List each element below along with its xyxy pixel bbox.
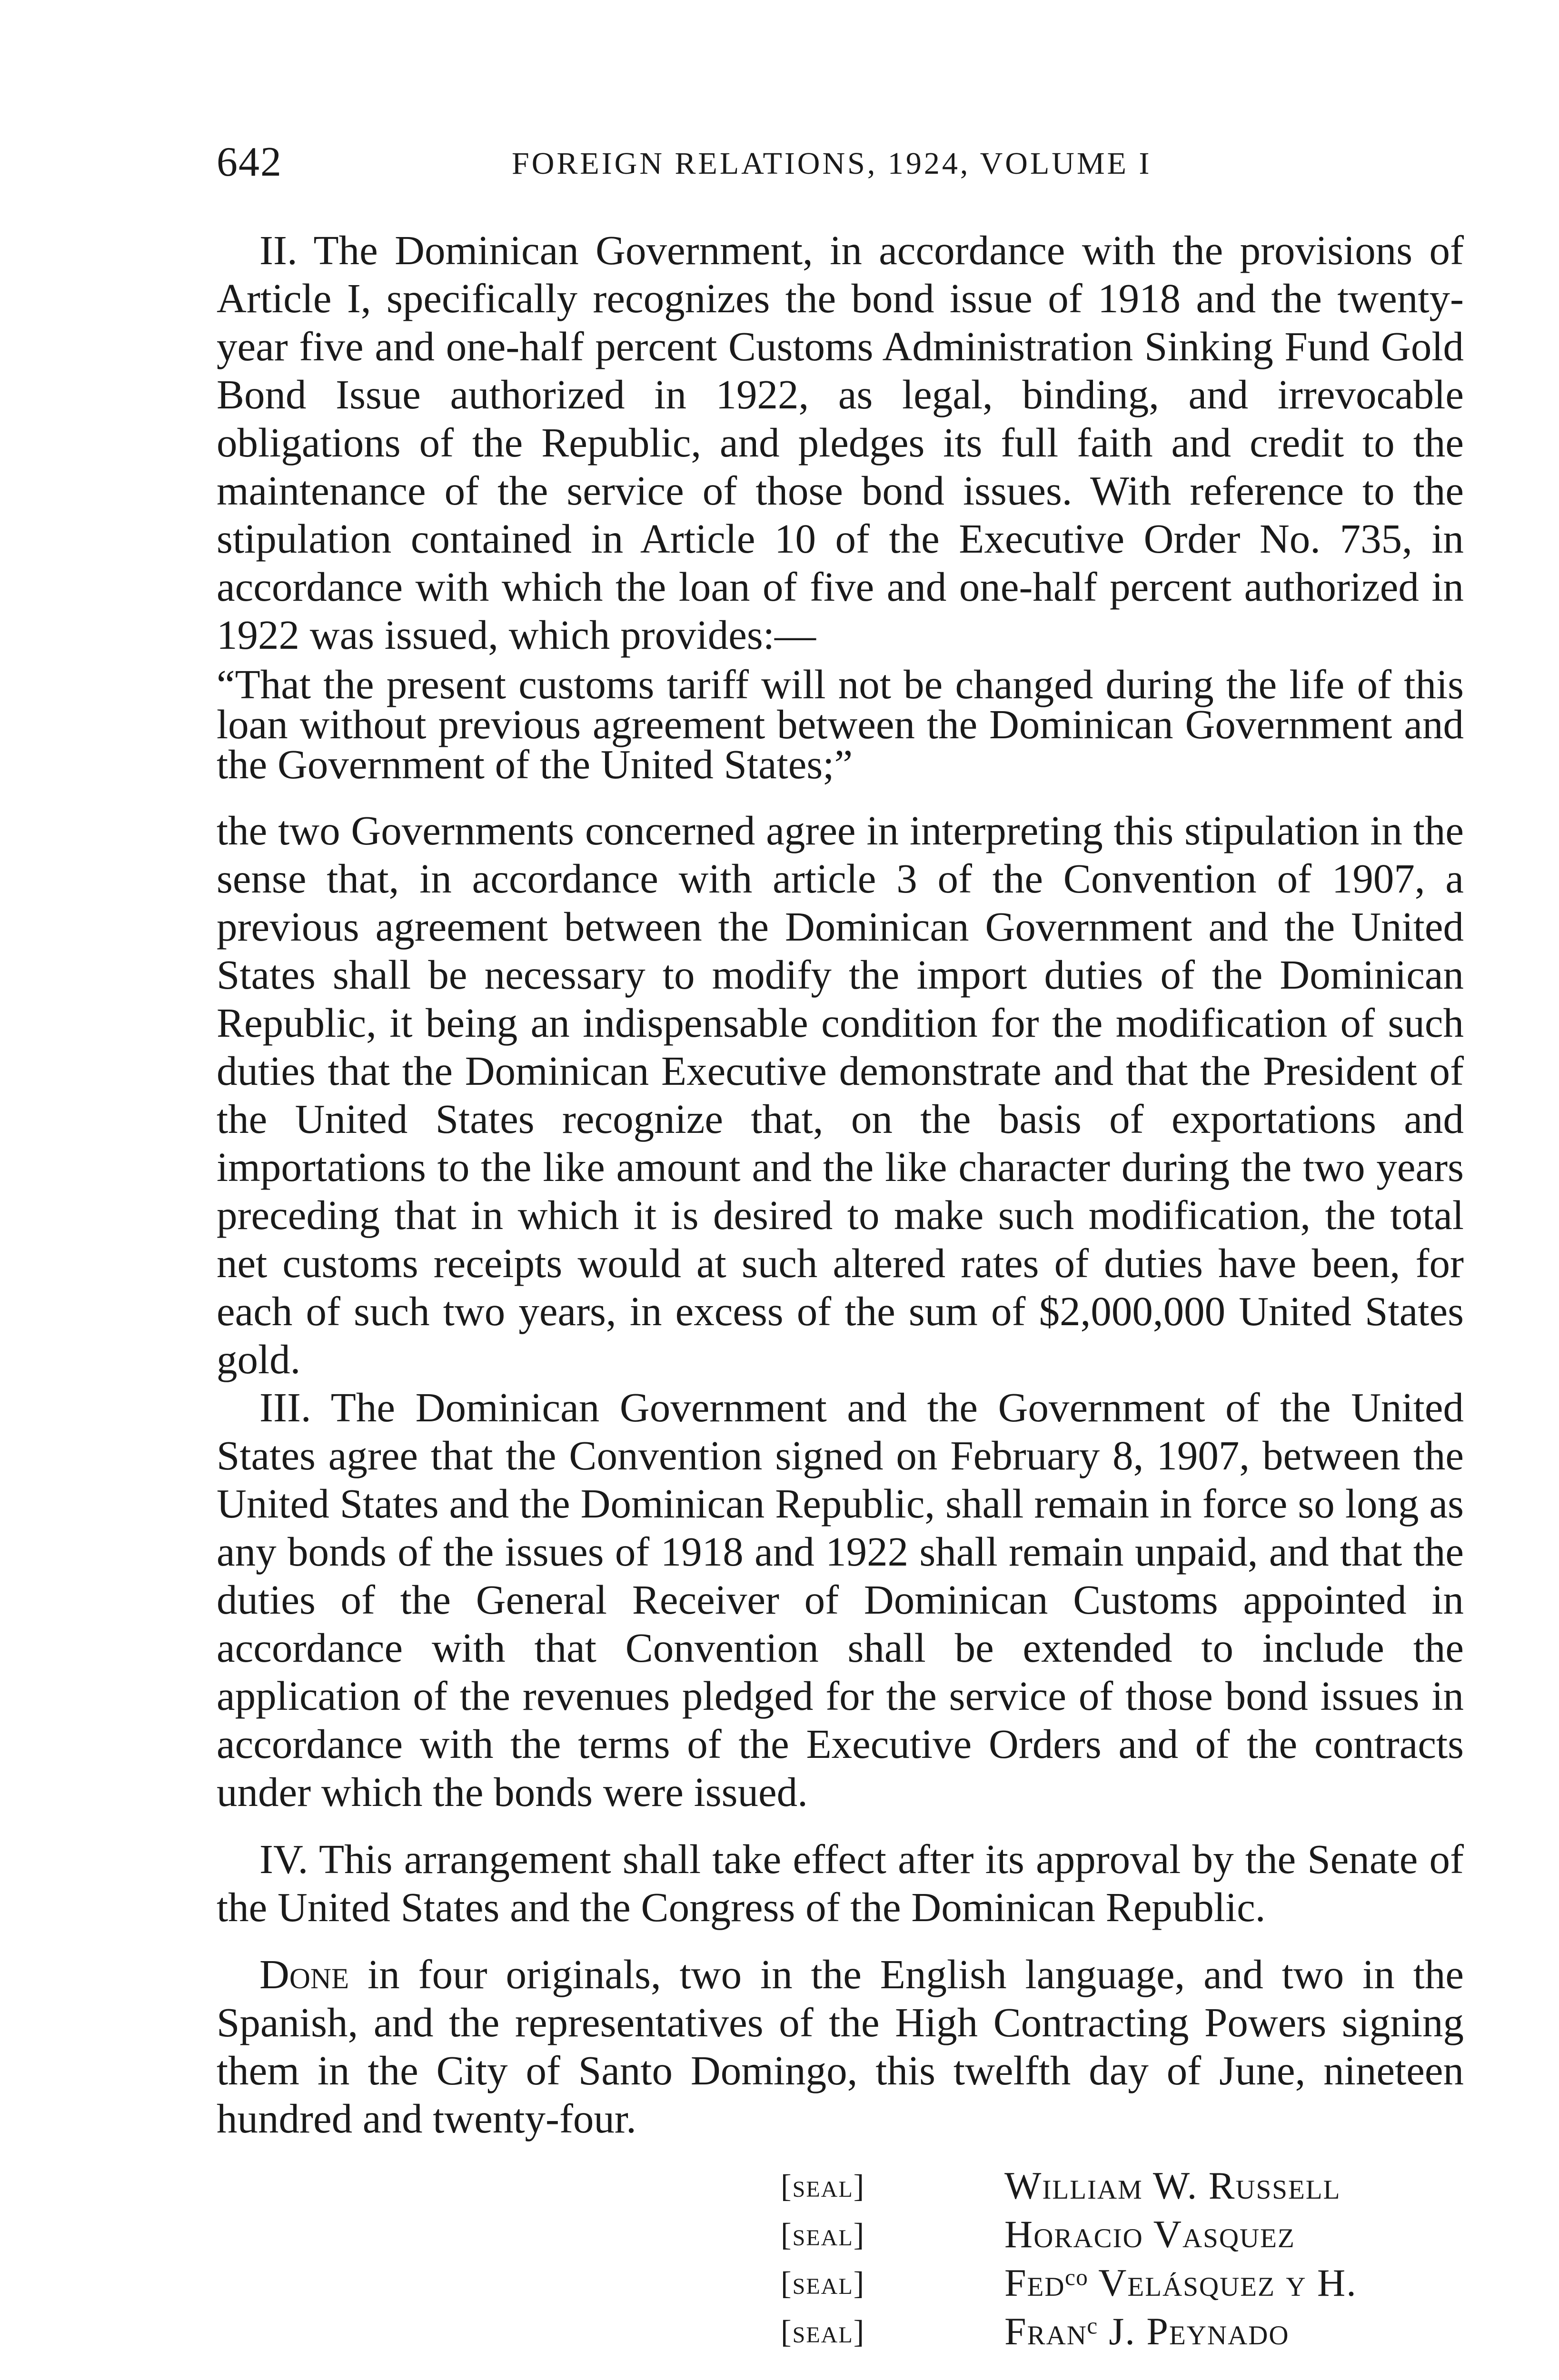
page-header: [217, 129, 1478, 200]
quoted-stipulation: “That the present customs tariff will not be changed during the life of this loan without previous agreement between the Dominican Government and the Government of the United States;”: [217, 661, 1464, 787]
paragraph-article-2-continued: the two Governments concerned agree in interpreting this stipulation in the sense that, in accordance with article 3 of the Convention of 1907, a previous agreement between the Dominican Government and the United States shall be necessary to modify the import duties of the Dominican Republic, it being an indispensable condition for the modification of such duties that the Dominican Executive demonstrate and that the President of the United States recognize that, on the basis of exportations and importations to the like amount and the like character during the two years preceding that in which it is desired to make such modification, the total net customs receipts would at such altered rates of duties have been, for each of such two years, in excess of the sum of $2,000,000 United States gold.: [217, 807, 1464, 1382]
signature-row: [781, 2259, 1464, 2307]
signature-row: [781, 2162, 1464, 2210]
seal-label: [seal]: [781, 2216, 865, 2252]
signatory-name: Franᶜ J. Peynado: [1004, 2310, 1290, 2353]
paragraph-article-3: III. The Dominican Government and the Government of the United States agree that the Convention signed on February 8, 1907, between the United States and the Dominican Republic, shall remain in force so long as any bonds of the issues of 1918 and 1922 shall remain unpaid, and that the duties of the General Receiver of Dominican Customs appointed in accordance with that Convention shall be extended to include the application of the revenues pledged for the service of those bond issues in accordance with the terms of the Executive Orders and of the contracts under which the bonds were issued.: [217, 1384, 1464, 1815]
seal-label: [seal]: [781, 2265, 865, 2301]
document-body: [217, 226, 1464, 2356]
page-number: 642: [217, 139, 282, 185]
paragraph-article-2: II. The Dominican Government, in accordance with the provisions of Article I, specifically recognizes the bond issue of 1918 and the twenty-year five and one-half percent Customs Administration Sinking Fund Gold Bond Issue authorized in 1922, as legal, binding, and irrevocable obligations of the Republic, and pledges its full faith and credit to the maintenance of the service of those bond issues. With reference to the stipulation contained in Article 10 of the Executive Order No. 735, in accordance with which the loan of five and one-half percent authorized in 1922 was issued, which provides:—: [217, 227, 1464, 658]
done-text: in four originals, two in the English language, and two in the Spanish, and the representatives of the High Contracting Powers signing them in the City of Santo Domingo, this twelfth day of June, nineteen hundred and twenty-four.: [217, 1951, 1464, 2142]
signatory-name: William W. Russell: [1004, 2164, 1341, 2207]
done-word: Done: [259, 1951, 349, 1997]
signature-row: [781, 2210, 1464, 2259]
signatory-name: Fedᶜᵒ Velásquez y H.: [1004, 2261, 1357, 2304]
signature-block: [781, 2162, 1464, 2356]
signatory-name: Horacio Vasquez: [1004, 2212, 1295, 2256]
seal-label: [seal]: [781, 2168, 865, 2204]
paragraph-done: [217, 1950, 1464, 2142]
signature-row: [781, 2307, 1464, 2356]
paragraph-article-4: IV. This arrangement shall take effect after its approval by the Senate of the United States and the Congress of the Dominican Republic.: [217, 1836, 1464, 1930]
seal-label: [seal]: [781, 2313, 865, 2350]
running-head: FOREIGN RELATIONS, 1924, VOLUME I: [512, 146, 1152, 181]
